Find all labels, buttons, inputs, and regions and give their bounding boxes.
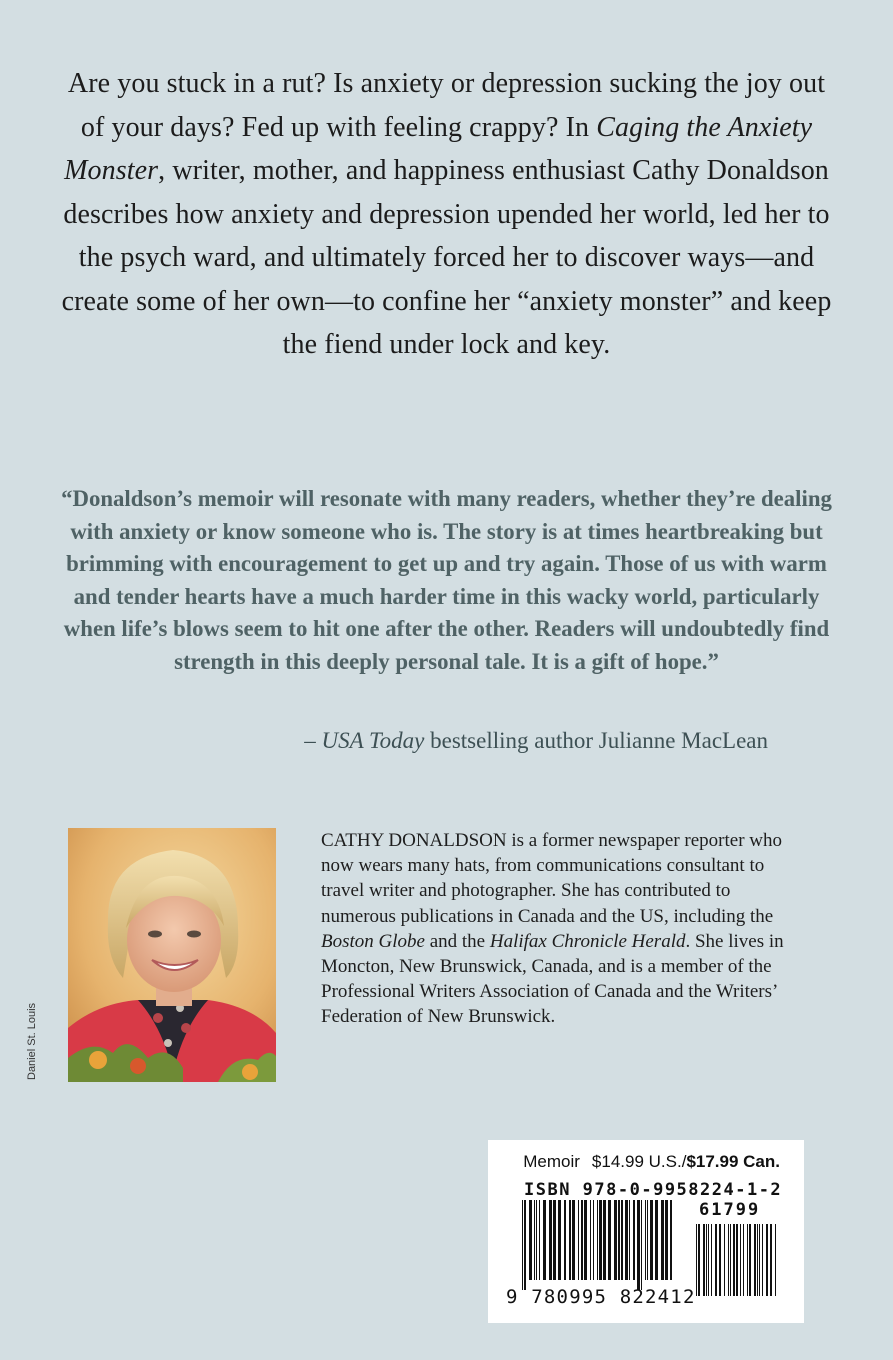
barcode-bar [698, 1224, 700, 1296]
bio-and-the: and the [429, 930, 486, 952]
barcode-bar [757, 1224, 758, 1296]
barcode-bar [696, 1224, 697, 1296]
barcode-bar [775, 1224, 776, 1296]
barcode-bar [740, 1224, 741, 1296]
isbn-number: ISBN 978-0-9958224-1-2 [524, 1180, 783, 1200]
barcode-bar [766, 1224, 768, 1296]
book-title: Caging the Anxiety Monster [64, 111, 813, 186]
barcode-bar [581, 1200, 583, 1280]
barcode-bar [584, 1200, 587, 1280]
bio-part1: CATHY DONALDSON is a former newspaper reporter who now wears many hats, from communications consultant to travel writer and photographer. She has contributed to numerous publications in Canada and the US, including the [321, 830, 782, 927]
barcode-bar [534, 1200, 535, 1280]
review-quote [60, 483, 833, 678]
category-label: Memoir [523, 1152, 580, 1171]
barcode-bar [621, 1200, 623, 1280]
barcode-bar [608, 1200, 611, 1280]
barcode-bar [665, 1200, 668, 1280]
bio-part2: . She lives in Moncton, New Brunswick, Canada, and is a member of the Professional Writers Association of Canada and the Writers’ Federation of New Brunswick. [321, 930, 784, 1028]
barcode-bar [618, 1200, 620, 1280]
barcode-bar [524, 1200, 526, 1290]
author-bio [321, 828, 791, 1030]
publication-boston-globe: Boston Globe [321, 930, 425, 952]
barcode-bar [543, 1200, 546, 1280]
review-attribution [304, 725, 768, 757]
blurb-body: , writer, mother, and happiness enthusiast Cathy Donaldson describes how anxiety and depression upended her world, led her to the psych ward, and ultimately forced her to discover ways—and create some of her own—to confine her “anxiety monster” and keep the fiend under lock and key. [61, 155, 832, 360]
barcode-bar [536, 1200, 537, 1280]
barcode-bar [597, 1200, 598, 1280]
review-quote-text: “Donaldson’s memoir will resonate with many readers, whether they’re dealing with anxiety or know someone who is. The story is at times heartbreaking but brimming with encouragement to get up and try again. Those of us with warm and tender hearts have a much harder time in this wacky world, particularly when life’s blows seem to hit one after the other. Readers will undoubtedly find strength in this deeply personal tale. It is a gift of hope.” [61, 486, 832, 674]
barcode-bar [743, 1224, 744, 1296]
barcode-panel [488, 1140, 804, 1323]
photo-credit: Daniel St. Louis [26, 1002, 38, 1080]
barcode-bar [770, 1224, 772, 1296]
author-bio-text [321, 828, 791, 1030]
barcode-bar [629, 1200, 630, 1280]
barcode-bar [539, 1200, 540, 1280]
publication-halifax: Halifax Chronicle Herald [489, 930, 686, 952]
barcode-bar [754, 1224, 756, 1296]
barcode-bar [719, 1224, 721, 1296]
blurb-paragraph [60, 62, 833, 367]
barcode-bar [724, 1224, 725, 1296]
barcode-bar [715, 1224, 717, 1296]
barcode-bar [647, 1200, 648, 1280]
price-us: $14.99 U.S./ [591, 1152, 687, 1171]
barcode-bar [553, 1200, 556, 1280]
barcode-bar [590, 1200, 591, 1280]
barcode-bar [603, 1200, 606, 1280]
author-photo [68, 828, 276, 1082]
barcode-bar [645, 1200, 646, 1280]
author-portrait-illustration [68, 828, 276, 1082]
barcode-bar [599, 1200, 602, 1280]
blurb-intro: Are you stuck in a rut? Is anxiety or depression sucking the joy out of your days? Fed up with feeling crappy? [67, 68, 826, 143]
price-addon-number: 61799 [699, 1200, 761, 1220]
barcode-bar [572, 1200, 575, 1280]
barcode-bar [633, 1200, 635, 1280]
price-can: $17.99 Can. [686, 1152, 780, 1171]
barcode-bar [762, 1224, 763, 1296]
attribution-dash: – [304, 728, 316, 753]
barcode-bar [708, 1224, 709, 1296]
barcode-bar [670, 1200, 672, 1280]
barcode-bar [749, 1224, 751, 1296]
barcode-bar [759, 1224, 760, 1296]
barcode-bar [733, 1224, 735, 1296]
barcode-bar [578, 1200, 579, 1280]
barcode-bar [641, 1200, 642, 1290]
barcode-bar [569, 1200, 571, 1280]
barcode-bar [564, 1200, 566, 1280]
barcode-bar [711, 1224, 712, 1296]
blurb-in: In [565, 111, 590, 143]
barcode-bar [706, 1224, 707, 1296]
barcode-bar [736, 1224, 738, 1296]
barcode-bar [730, 1224, 731, 1296]
book-blurb [60, 62, 833, 367]
barcode-bar [614, 1200, 617, 1280]
barcode-bar [655, 1200, 658, 1280]
barcode-bar [703, 1224, 705, 1296]
barcode-bar [549, 1200, 552, 1280]
barcode-bar [593, 1200, 594, 1280]
attribution-byline: bestselling author Julianne MacLean [430, 728, 768, 753]
barcode-bar [747, 1224, 748, 1296]
barcode-bar [650, 1200, 653, 1280]
barcode-bar [529, 1200, 532, 1280]
barcode-bar [637, 1200, 640, 1290]
barcode-bar [522, 1200, 523, 1290]
barcode-bar [728, 1224, 729, 1296]
barcode-bar [661, 1200, 664, 1280]
attribution-publication: USA Today [321, 728, 425, 753]
barcode-bar [558, 1200, 561, 1280]
barcode-bar [625, 1200, 628, 1280]
ean-digits: 9 780995 822412 [506, 1286, 696, 1308]
